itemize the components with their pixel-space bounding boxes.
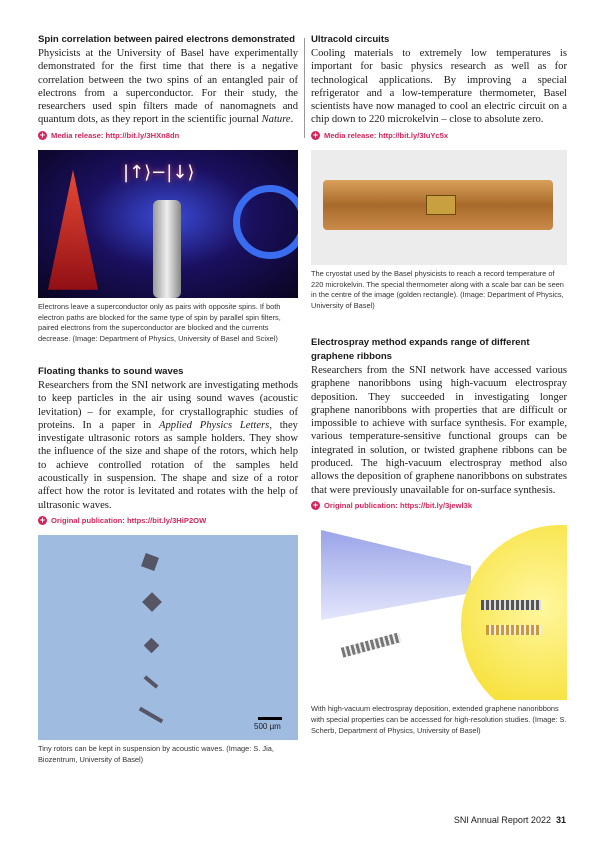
- formula: |↑⟩−|↓⟩: [123, 161, 195, 183]
- body-text: , they investigate ultrasonic rotors as sample holders. They show the influence of the size and shape of the rotors, which help to achieve controlled rotation of the samples held acoustically in suspension. The shape and size of a rotor affect how the rotor is levitated and rotates with the help of ultrasonic waves.: [38, 419, 298, 511]
- spray-beam: [321, 530, 471, 620]
- image-caption: The cryostat used by the Basel physicists to reach a record temperature of 220 microkelvin. The special thermometer along with a scale bar can be seen in the centre of the image (golden rectangle). (Image: Department of Physics, University of Basel): [311, 268, 564, 311]
- plus-icon: +: [312, 499, 319, 510]
- spin-filter-image: [38, 150, 298, 298]
- article-title: Spin correlation between paired electrons demonstrated: [38, 34, 295, 45]
- thermometer: [426, 195, 456, 215]
- rotor: [144, 638, 160, 654]
- cryostat-image: [311, 150, 567, 265]
- image-caption: Electrons leave a superconductor only as pairs with opposite spins. If both electron paths are blocked for the same type of spin by parallel spin filters, paired electrons from the superconductor are blocked and the currents decrease. (Image: Department of Physics, University of Basel and Scixel): [38, 301, 281, 344]
- blocked-circle: [233, 185, 298, 259]
- article-title: Ultracold circuits: [311, 34, 390, 45]
- right-column: [311, 33, 567, 736]
- article-body: [38, 379, 298, 512]
- rotor: [139, 707, 164, 723]
- nanoribbon-image: [311, 520, 567, 700]
- scale-label: 500 µm: [254, 721, 281, 731]
- media-release-link[interactable]: [38, 130, 298, 141]
- original-publication-link[interactable]: [311, 500, 567, 511]
- media-release-link[interactable]: [311, 130, 567, 141]
- rotor: [142, 592, 162, 612]
- page-number: 31: [555, 815, 566, 825]
- spacer: [38, 345, 298, 365]
- rotor: [141, 553, 159, 571]
- substrate: [461, 525, 567, 700]
- red-cone: [48, 170, 98, 290]
- link-text[interactable]: Original publication: https://bit.ly/3HiP2OW: [51, 515, 207, 525]
- link-text[interactable]: Media release: http://bit.ly/3IuYc5x: [324, 130, 449, 140]
- article-title: Electrospray method expands range of different graphene ribbons: [311, 336, 530, 362]
- article-body: [38, 47, 298, 127]
- ribbon: [486, 625, 541, 635]
- spacer: [311, 312, 567, 336]
- image-caption: With high-vacuum electrospray deposition, extended graphene nanoribbons with special properties can be accessed for high-resolution studies. (Image: S. Scherb, Department of Physics, University of Basel): [311, 703, 567, 735]
- body-text: Physicists at the University of Basel have experimentally demonstrated for the first time that there is a negative correlation between the two spins of an entangled pair of electrons from a superconductor. For their study, the researchers used spin filters made of nanomagnets and quantum dots, as they report in the scientific journal: [38, 48, 298, 126]
- link-text[interactable]: Original publication: https://bit.ly/3jewl3k: [324, 500, 473, 510]
- cylinder: [153, 200, 181, 298]
- page-footer: [454, 814, 566, 826]
- column-divider: [304, 38, 305, 138]
- plus-icon: +: [39, 514, 46, 525]
- rotor: [144, 675, 159, 688]
- scale-bar: [258, 717, 282, 720]
- body-text: .: [290, 114, 294, 126]
- report-name: SNI Annual Report 2022: [453, 815, 551, 825]
- journal-name: Applied Physics Letters: [159, 419, 270, 431]
- rotor-micrograph: [38, 535, 298, 740]
- plus-icon: +: [312, 129, 319, 140]
- article-body: Researchers from the SNI network have accessed various graphene nanoribbons using high-vacuum electrospray deposition. They succeeded in investigating longer graphene nanoribbons with properties that are difficult or impossible to achieve with surface synthesis. For example, various temperature-sensitive functional groups can be integrated in solution, or twisted graphene ribbons can be produced. The high-vacuum electrospray method also allows the deposition of graphene nanoribbons on substrates that were previously unavailable for on-surface synthesis.: [311, 364, 567, 496]
- article-body: Cooling materials to extremely low temperatures is important for basic physics research as well as for technological applications. By improving a special refrigerator and a low-temperature thermometer, Basel scientists have now managed to cool an electric circuit on a chip down to 220 microkelvin – close to absolute zero.: [311, 48, 567, 126]
- link-text[interactable]: Media release: http://bit.ly/3HXn8dn: [51, 130, 180, 140]
- left-column: [38, 33, 298, 766]
- ribbon: [341, 632, 402, 657]
- body-text: Researchers from the SNI network are investigating methods to keep particles in the air using sound waves (acoustic levitation) – for example, for crystallographic studies of proteins. In a paper in: [38, 379, 298, 431]
- image-caption: Tiny rotors can be kept in suspension by acoustic waves. (Image: S. Jia, Biozentrum, University of Basel): [38, 743, 274, 764]
- ribbon: [481, 600, 541, 610]
- plus-icon: +: [39, 129, 46, 140]
- journal-name: Nature: [261, 114, 291, 126]
- article-title: Floating thanks to sound waves: [38, 365, 184, 377]
- original-publication-link[interactable]: [38, 515, 298, 526]
